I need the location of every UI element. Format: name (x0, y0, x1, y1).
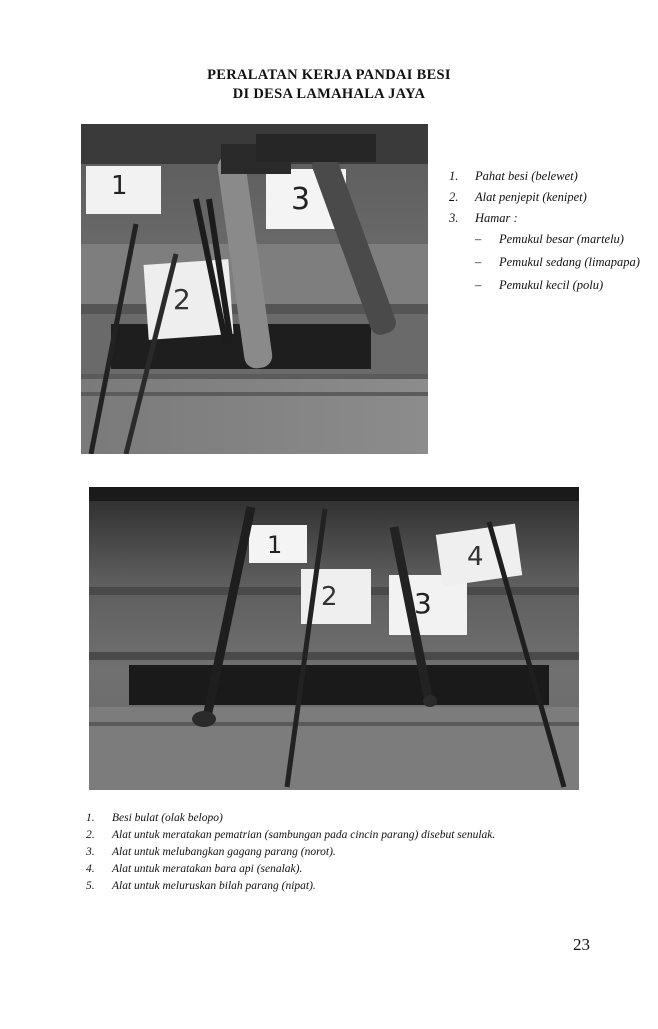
photo1-label-2: 2 (173, 283, 191, 316)
title-line-1: PERALATAN KERJA PANDAI BESI (207, 67, 451, 83)
legend2-text: Besi bulat (olak belopo) (112, 812, 223, 824)
legend-photo1 (449, 168, 649, 300)
photo1-label-1: 1 (111, 171, 128, 201)
photo2-rod-3-knob (423, 695, 437, 707)
legend2-num: 4. (86, 863, 95, 875)
legend2-item-1 (86, 810, 606, 827)
legend1-num: 1. (449, 169, 459, 183)
legend2-item-5 (86, 878, 606, 895)
photo1-label-3: 3 (291, 182, 311, 217)
legend1-subtext: Pemukul kecil (polu) (499, 278, 604, 292)
legend2-text: Alat untuk meratakan bara api (senalak). (112, 863, 303, 875)
legend1-subitem-1 (449, 231, 649, 248)
photo1-hammer2-head (256, 134, 376, 162)
legend1-text: Hamar : (475, 211, 518, 225)
photo-tools-top-image (81, 124, 428, 454)
legend2-item-4 (86, 861, 606, 878)
legend1-text: Pahat besi (belewet) (475, 169, 578, 183)
photo2-label-4: 4 (467, 542, 484, 572)
legend1-subitem-3 (449, 277, 649, 294)
legend1-dash: – (475, 232, 482, 246)
photo-tools-top (81, 124, 428, 454)
legend2-num: 1. (86, 812, 95, 824)
legend1-subitem-2 (449, 254, 649, 271)
legend-photo2 (86, 810, 606, 895)
photo2-label-3: 3 (414, 587, 432, 620)
legend1-item-3 (449, 210, 649, 227)
legend2-text: Alat untuk melubangkan gagang parang (norot). (112, 846, 336, 858)
page-number: 23 (573, 935, 590, 954)
legend1-subtext: Pemukul sedang (limapapa) (499, 255, 640, 269)
legend1-item-2 (449, 189, 649, 206)
legend2-num: 3. (86, 846, 95, 858)
photo2-label-2: 2 (321, 582, 338, 612)
legend1-dash: – (475, 255, 482, 269)
legend2-item-3 (86, 844, 606, 861)
photo2-label-1: 1 (267, 531, 283, 559)
legend1-dash: – (475, 278, 482, 292)
photo2-rod-1-knob (192, 711, 216, 727)
legend1-num: 2. (449, 190, 459, 204)
legend2-num: 5. (86, 880, 95, 892)
page-title (0, 66, 658, 104)
legend2-text: Alat untuk meluruskan bilah parang (nipat). (112, 880, 316, 892)
legend1-text: Alat penjepit (kenipet) (475, 190, 587, 204)
legend2-num: 2. (86, 829, 95, 841)
photo-tools-bottom (89, 487, 579, 790)
legend1-item-1 (449, 168, 649, 185)
legend2-item-2 (86, 827, 606, 844)
legend2-text: Alat untuk meratakan pematrian (sambungan pada cincin parang) disebut senulak. (112, 829, 496, 841)
title-line-2: DI DESA LAMAHALA JAYA (232, 86, 426, 102)
legend1-subtext: Pemukul besar (martelu) (499, 232, 624, 246)
legend1-num: 3. (449, 211, 459, 225)
photo-tools-bottom-image (89, 487, 579, 790)
